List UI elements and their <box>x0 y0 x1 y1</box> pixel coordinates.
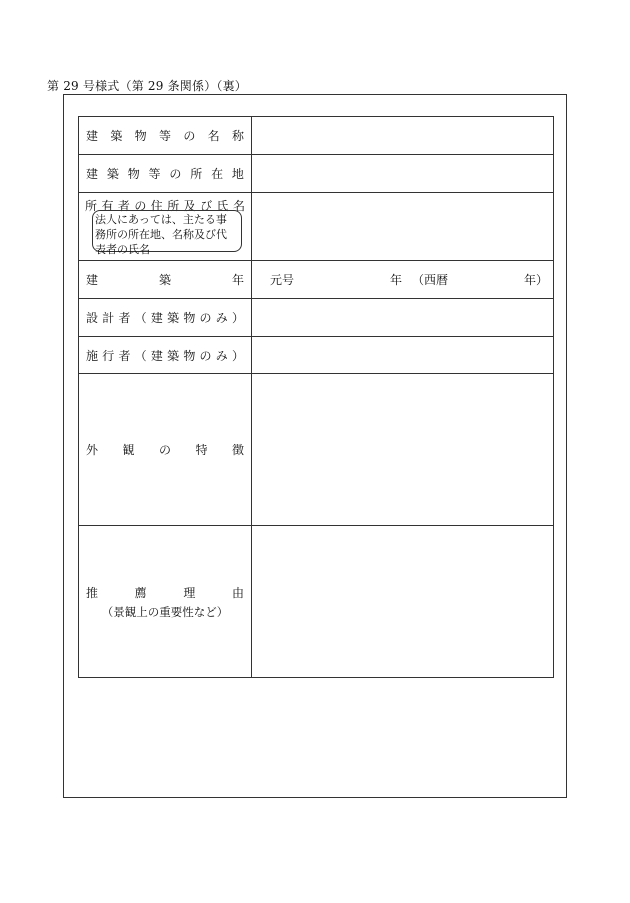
spread-label <box>79 127 251 144</box>
label-char: の <box>134 199 147 213</box>
row-name <box>79 117 554 155</box>
label-char: 所 <box>167 199 180 213</box>
label-char: 観 <box>122 443 135 457</box>
input-name[interactable] <box>252 117 554 155</box>
spread-label <box>79 441 251 458</box>
label-char: 氏 <box>216 199 229 213</box>
row-designer <box>79 299 554 337</box>
form-title: 第 29 号様式（第 29 条関係）（裏） <box>47 79 247 93</box>
label-char: 者 <box>117 199 130 213</box>
label-char: ） <box>231 311 244 325</box>
input-features[interactable] <box>252 374 554 526</box>
row-builder <box>79 337 554 374</box>
input-reason[interactable] <box>252 526 554 678</box>
label-char: 築 <box>158 273 171 287</box>
row-location <box>79 155 554 193</box>
label-char: の <box>199 311 212 325</box>
label-char: の <box>169 167 182 181</box>
label-char: 築 <box>106 167 119 181</box>
label-char: 設 <box>86 311 99 325</box>
row-features <box>79 374 554 526</box>
label-designer <box>79 299 252 337</box>
label-char: 称 <box>231 129 244 143</box>
spread-label <box>79 165 251 182</box>
label-char: 推 <box>86 585 99 600</box>
label-char: び <box>200 199 213 213</box>
label-char: 築 <box>167 311 180 325</box>
label-owner <box>79 193 252 261</box>
label-char: 及 <box>183 199 196 213</box>
label-char: 建 <box>86 129 99 143</box>
label-char: の <box>199 348 212 363</box>
label-char: ） <box>231 348 244 363</box>
label-char: 有 <box>101 199 114 213</box>
input-builder[interactable] <box>252 337 554 374</box>
label-char: の <box>158 443 171 457</box>
input-designer[interactable] <box>252 299 554 337</box>
label-char: 外 <box>86 443 99 457</box>
western-year-open: （西暦 <box>412 273 449 287</box>
label-char: 建 <box>86 273 99 287</box>
western-year-close: 年） <box>523 273 548 287</box>
spread-label <box>79 309 251 326</box>
row-owner <box>79 193 554 261</box>
label-char: 築 <box>167 348 180 363</box>
era-label: 元号 <box>270 273 295 287</box>
row-built-year <box>79 261 554 299</box>
label-char: 徴 <box>231 443 244 457</box>
label-char: み <box>215 348 228 363</box>
label-char: 名 <box>207 129 220 143</box>
label-char: 理 <box>183 585 196 600</box>
label-char: 建 <box>150 348 163 363</box>
label-char: （ <box>134 348 147 363</box>
owner-note-line: 法人にあっては、主たる事 <box>95 213 227 226</box>
label-char: 者 <box>118 348 131 363</box>
label-features <box>79 374 252 526</box>
label-char: 者 <box>118 311 131 325</box>
spread-label <box>79 347 251 364</box>
label-char: 名 <box>232 199 245 213</box>
label-char: 等 <box>158 129 171 143</box>
label-builder <box>79 337 252 374</box>
label-char: 計 <box>102 311 115 325</box>
label-name <box>79 117 252 155</box>
label-char: 建 <box>86 167 99 181</box>
label-char: 行 <box>102 348 115 363</box>
input-built-year[interactable] <box>252 261 554 299</box>
label-location <box>79 155 252 193</box>
label-char: 特 <box>195 443 208 457</box>
label-char: 等 <box>148 167 161 181</box>
label-char: 在 <box>211 167 224 181</box>
label-char: 地 <box>231 167 244 181</box>
form-table <box>78 116 554 678</box>
label-built-year <box>79 261 252 299</box>
label-char: 由 <box>231 585 244 600</box>
spread-label <box>79 271 251 288</box>
label-char: 所 <box>85 199 98 213</box>
label-char: 建 <box>150 311 163 325</box>
label-char: 物 <box>183 311 196 325</box>
owner-note-line: 務所の所在地、名称及び代 <box>95 228 227 241</box>
label-char: 年 <box>231 273 244 287</box>
year-row <box>252 271 553 288</box>
input-location[interactable] <box>252 155 554 193</box>
label-char: み <box>215 311 228 325</box>
label-char: 施 <box>86 348 99 363</box>
label-char: 住 <box>150 199 163 213</box>
label-char: 薦 <box>134 585 147 600</box>
year-unit: 年 <box>390 273 403 287</box>
reason-sub-label: （景観上の重要性など） <box>101 604 229 619</box>
label-reason <box>79 526 252 678</box>
input-owner[interactable] <box>252 193 554 261</box>
spread-label <box>79 584 251 601</box>
label-char: の <box>183 129 196 143</box>
owner-note-line: 表者の氏名 <box>95 243 150 256</box>
owner-note-bracket <box>92 210 242 256</box>
label-char: 物 <box>127 167 140 181</box>
label-char: 物 <box>183 348 196 363</box>
label-char: 物 <box>134 129 147 143</box>
label-char: 所 <box>190 167 203 181</box>
label-char: （ <box>134 311 147 325</box>
label-char: 築 <box>110 129 123 143</box>
row-reason <box>79 526 554 678</box>
